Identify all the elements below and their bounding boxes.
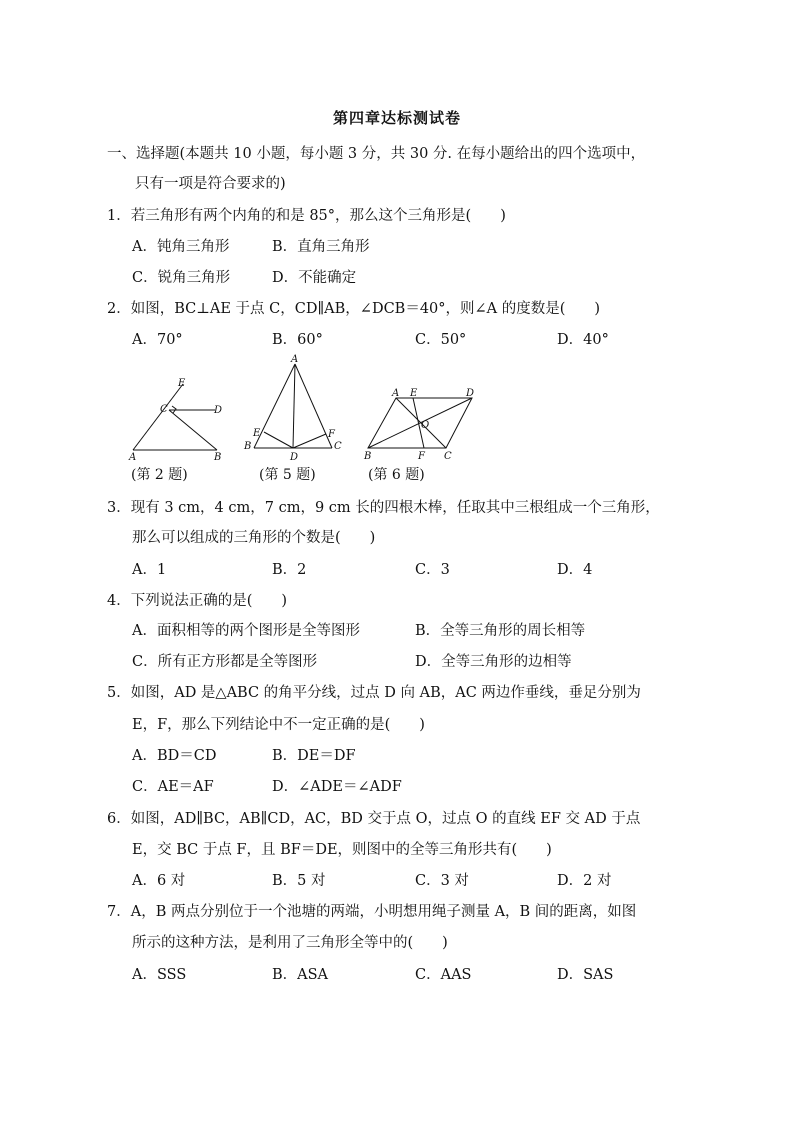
- fig6-label-a: A: [392, 388, 400, 399]
- fig6-label-e: E: [410, 388, 418, 399]
- q1-option-b[interactable]: B．直角三角形: [272, 239, 370, 255]
- section-heading-line2: 只有一项是符合要求的): [135, 176, 286, 192]
- q4-option-d[interactable]: D．全等三角形的边相等: [415, 654, 572, 670]
- fig5-label-f: F: [328, 429, 335, 440]
- page-title: 第四章达标测试卷: [332, 109, 461, 127]
- q6-option-d[interactable]: D．2 对: [557, 873, 612, 889]
- q5-option-d[interactable]: D．∠ADE＝∠ADF: [272, 779, 402, 795]
- q6-stem-line1: 6．如图，AD∥BC，AB∥CD，AC，BD 交于点 O，过点 O 的直线 EF 交 AD 于点: [107, 811, 641, 827]
- q4-stem: 4．下列说法正确的是( ): [107, 593, 288, 609]
- fig6-label-c: C: [444, 451, 452, 462]
- q3-option-c[interactable]: C．3: [415, 562, 450, 578]
- q2-option-d[interactable]: D．40°: [557, 332, 609, 348]
- q6-option-b[interactable]: B．5 对: [272, 873, 326, 889]
- q3-stem-line2: 那么可以组成的三角形的个数是( ): [132, 530, 376, 546]
- q3-option-a[interactable]: A．1: [132, 562, 167, 578]
- figure-q6: [356, 352, 506, 462]
- q1-option-d[interactable]: D．不能确定: [272, 270, 357, 286]
- q7-option-b[interactable]: B．ASA: [272, 967, 329, 983]
- fig5-label-b: B: [244, 441, 252, 452]
- fig2-label-c: C: [160, 404, 168, 415]
- fig2-label-d: D: [214, 405, 223, 416]
- q1-option-a[interactable]: A．钝角三角形: [132, 239, 230, 255]
- q7-option-a[interactable]: A．SSS: [132, 967, 187, 983]
- fig5-label-d: D: [290, 452, 299, 462]
- q1-option-c[interactable]: C．锐角三角形: [132, 270, 231, 286]
- fig6-label-f: F: [418, 451, 425, 462]
- q4-option-a[interactable]: A．面积相等的两个图形是全等图形: [132, 623, 360, 639]
- q1-stem: 1．若三角形有两个内角的和是 85°，那么这个三角形是( ): [107, 208, 506, 224]
- q7-option-d[interactable]: D．SAS: [557, 967, 614, 983]
- q5-option-c[interactable]: C．AE＝AF: [132, 779, 214, 795]
- fig2-label-e: E: [178, 378, 186, 389]
- q5-stem-line1: 5．如图，AD 是△ABC 的角平分线，过点 D 向 AB，AC 两边作垂线，垂足分别为: [107, 685, 641, 701]
- figure-q5: [238, 352, 348, 462]
- fig6-label-d: D: [466, 388, 475, 399]
- q4-option-b[interactable]: B．全等三角形的周长相等: [415, 623, 586, 639]
- fig6-label-o: O: [421, 420, 430, 431]
- fig6-label-b: B: [364, 451, 372, 462]
- q2-option-a[interactable]: A．70°: [132, 332, 183, 348]
- q3-stem-line1: 3．现有 3 cm，4 cm，7 cm，9 cm 长的四根木棒，任取其中三根组成一个三角形，: [107, 500, 660, 516]
- q5-option-a[interactable]: A．BD＝CD: [132, 748, 217, 764]
- q3-option-b[interactable]: B．2: [272, 562, 307, 578]
- fig5-label-a: A: [291, 354, 299, 365]
- q7-stem-line1: 7．A，B 两点分别位于一个池塘的两端，小明想用绳子测量 A，B 间的距离，如图: [107, 904, 637, 920]
- q6-option-c[interactable]: C．3 对: [415, 873, 469, 889]
- q2-option-b[interactable]: B．60°: [272, 332, 323, 348]
- section-heading-line1: 一、选择题(本题共 10 小题，每小题 3 分，共 30 分. 在每小题给出的四个选项中，: [107, 146, 646, 162]
- q7-option-c[interactable]: C．AAS: [415, 967, 472, 983]
- q5-stem-line2: E，F，那么下列结论中不一定正确的是( ): [132, 717, 425, 733]
- q7-stem-line2: 所示的这种方法，是利用了三角形全等中的( ): [132, 935, 448, 951]
- figure-q2: [125, 352, 230, 462]
- fig5-label-e: E: [253, 428, 261, 439]
- q2-option-c[interactable]: C．50°: [415, 332, 467, 348]
- fig2-label-a: A: [129, 452, 137, 462]
- fig5-caption: (第 5 题): [259, 467, 316, 483]
- q5-option-b[interactable]: B．DE＝DF: [272, 748, 356, 764]
- q4-option-c[interactable]: C．所有正方形都是全等图形: [132, 654, 318, 670]
- q6-stem-line2: E，交 BC 于点 F，且 BF＝DE，则图中的全等三角形共有( ): [132, 842, 552, 858]
- fig5-label-c: C: [334, 441, 342, 452]
- fig2-label-b: B: [214, 452, 222, 462]
- fig2-caption: (第 2 题): [131, 467, 188, 483]
- q2-stem: 2．如图，BC⊥AE 于点 C，CD∥AB，∠DCB＝40°，则∠A 的度数是( ): [107, 301, 601, 317]
- fig6-caption: (第 6 题): [368, 467, 425, 483]
- q6-option-a[interactable]: A．6 对: [132, 873, 186, 889]
- q3-option-d[interactable]: D．4: [557, 562, 593, 578]
